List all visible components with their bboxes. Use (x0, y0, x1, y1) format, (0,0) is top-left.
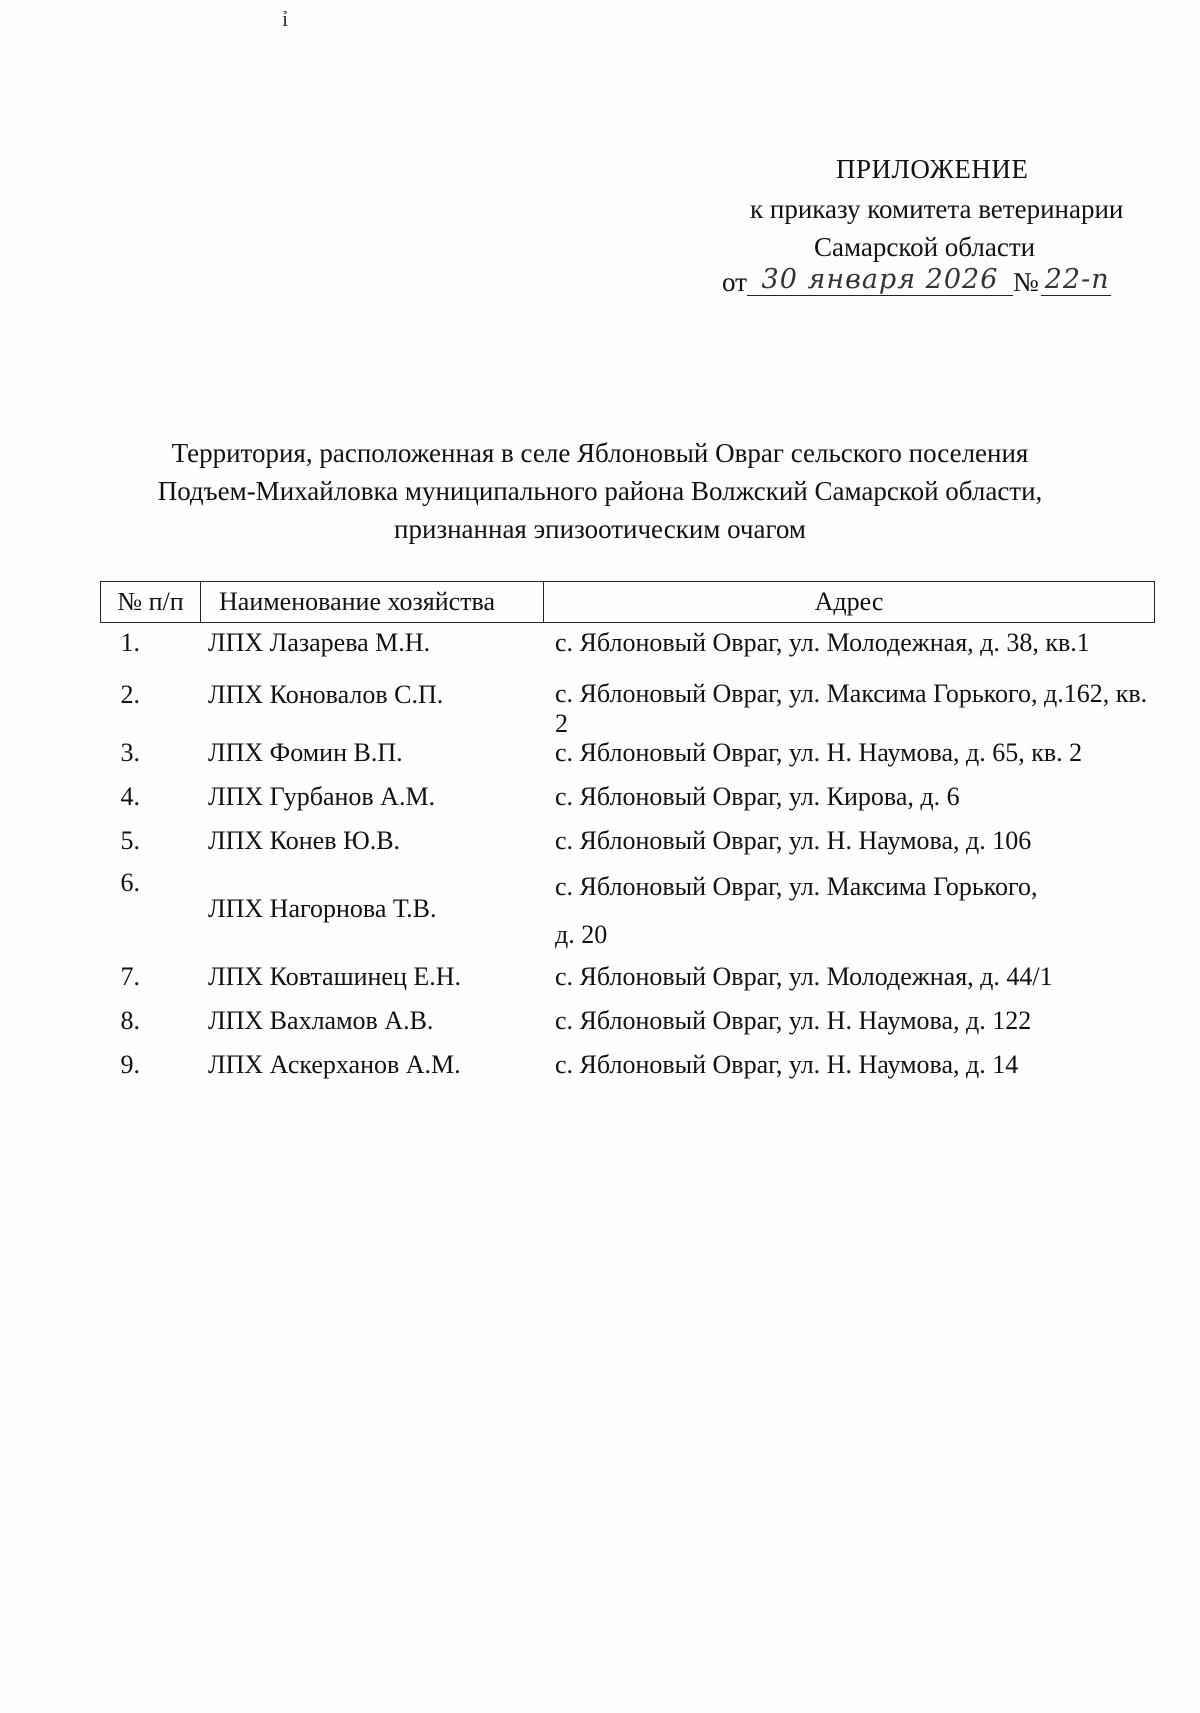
row-farm-name: ЛПХ Нагорнова Т.В. (208, 894, 437, 923)
table-row (100, 865, 1155, 955)
row-farm-name: ЛПХ Гурбанов А.М. (208, 782, 436, 811)
column-header-farm: Наименование хозяйства (201, 582, 544, 622)
date-number-line (722, 266, 1111, 296)
row-farm-name: ЛПХ Коновалов С.П. (208, 680, 444, 709)
row-address: с. Яблоновый Овраг, ул. Н. Наумова, д. 14 (555, 1050, 1019, 1079)
row-number: 6. (120, 868, 140, 897)
table-row (100, 733, 1155, 777)
table-row (100, 955, 1155, 999)
row-farm-name: ЛПХ Конев Ю.В. (208, 826, 401, 855)
row-number: 8. (120, 1006, 140, 1035)
date-prefix: от (722, 267, 747, 297)
number-sign: № (1012, 267, 1039, 297)
row-farm-name: ЛПХ Ковташинец Е.Н. (208, 962, 462, 991)
doc-title-line-3: признанная эпизоотическим очагом (394, 514, 806, 544)
row-number: 9. (120, 1050, 140, 1079)
table-row (100, 999, 1155, 1043)
row-number: 4. (120, 782, 140, 811)
row-address-line-1: с. Яблоновый Овраг, ул. Максима Горького, (555, 872, 1038, 901)
appendix-line-1: к приказу комитета ветеринарии (750, 194, 1124, 224)
row-number: 2. (120, 680, 140, 709)
row-address: с. Яблоновый Овраг, ул. Кирова, д. 6 (555, 782, 960, 811)
handwritten-date: 30 января 2026 (747, 266, 1013, 296)
row-farm-name: ЛПХ Вахламов А.В. (208, 1006, 434, 1035)
row-farm-name: ЛПХ Фомин В.П. (208, 738, 403, 767)
doc-title-line-2: Подъем-Михайловка муниципального района Волжский Самарской области, (157, 476, 1043, 506)
row-number: 7. (120, 962, 140, 991)
row-address: с. Яблоновый Овраг, ул. Н. Наумова, д. 122 (555, 1006, 1032, 1035)
row-address-text: с. Яблоновый Овраг, ул. Максима Горького, д.162, кв. 2 (555, 679, 1148, 738)
row-address (543, 865, 1153, 955)
row-number: 1. (120, 628, 140, 657)
row-address: с. Яблоновый Овраг, ул. Н. Наумова, д. 106 (555, 826, 1032, 855)
farms-table (100, 581, 1155, 1087)
row-address (543, 671, 1153, 738)
row-number: 5. (120, 826, 140, 855)
doc-title-line-1: Территория, расположенная в селе Яблоновый Овраг сельского поселения (171, 438, 1029, 468)
row-farm-name: ЛПХ Аскерханов А.М. (208, 1050, 461, 1079)
appendix-title: ПРИЛОЖЕНИЕ (836, 154, 1029, 184)
table-row (100, 777, 1155, 821)
row-address: с. Яблоновый Овраг, ул. Молодежная, д. 44/1 (555, 962, 1053, 991)
column-header-address: Адрес (814, 587, 884, 616)
table-row (100, 671, 1155, 738)
table-row (100, 1043, 1155, 1087)
row-number: 3. (120, 738, 140, 767)
column-header-number: № п/п (101, 582, 201, 622)
row-farm-name: ЛПХ Лазарева М.Н. (208, 628, 431, 657)
table-row (100, 821, 1155, 865)
table-row (100, 625, 1155, 671)
scan-artifact: ỉ (282, 6, 289, 31)
table-header (100, 581, 1155, 623)
row-address: с. Яблоновый Овраг, ул. Молодежная, д. 38, кв.1 (555, 628, 1090, 657)
handwritten-number: 22-п (1041, 266, 1111, 296)
appendix-line-2: Самарской области (814, 232, 1036, 262)
row-address-line-2: д. 20 (555, 920, 608, 949)
row-address: с. Яблоновый Овраг, ул. Н. Наумова, д. 65, кв. 2 (555, 738, 1083, 767)
